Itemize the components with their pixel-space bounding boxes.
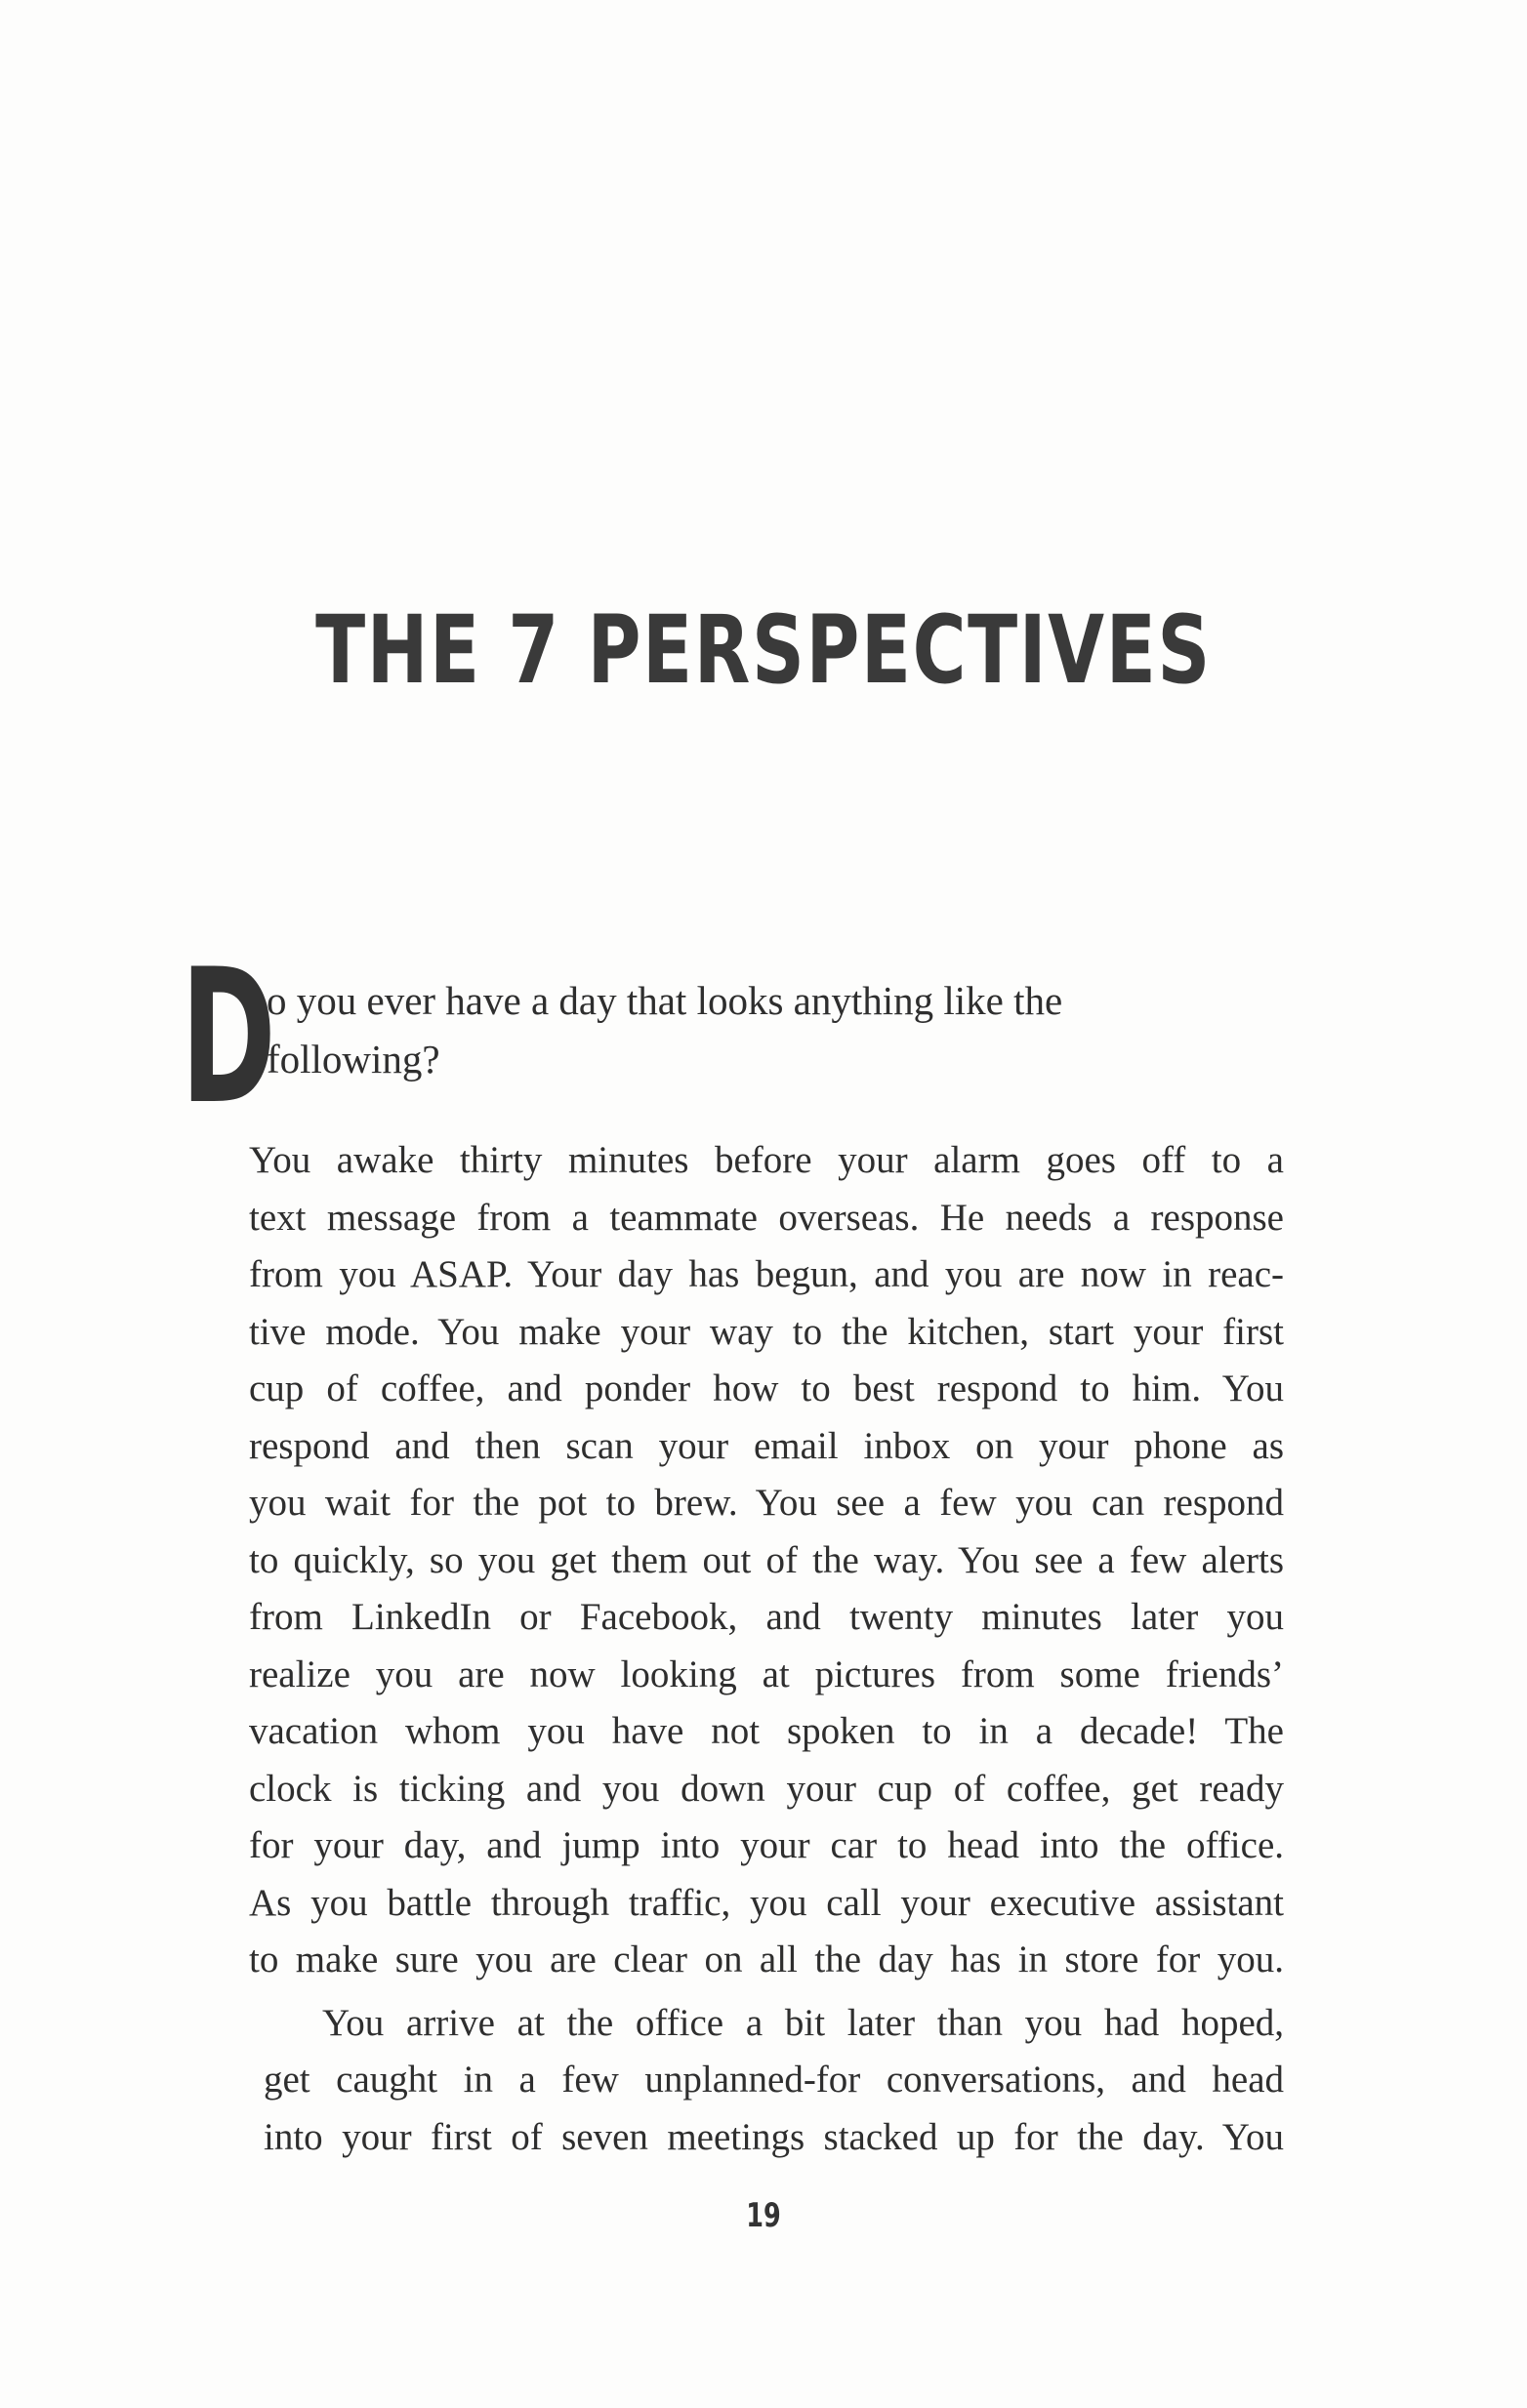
paragraph-line: vacation whom you have not spoken to in a decade! The: [249, 1710, 1284, 1752]
paragraph-line: realize you are now looking at pictures from some friends’: [249, 1653, 1284, 1695]
paragraph-2: [249, 1995, 1284, 2167]
paragraph-line: text message from a teammate overseas. He needs a response: [249, 1196, 1284, 1239]
paragraph-line: to quickly, so you get them out of the way. You see a few alerts: [249, 1538, 1284, 1581]
opening-line-2: following?: [267, 1037, 440, 1082]
paragraph-line: into your first of seven meetings stacked up for the day. You: [264, 2115, 1284, 2158]
paragraph-line: respond and then scan your email inbox on your phone as: [249, 1424, 1284, 1467]
paragraph-line: You arrive at the office a bit later than you had hoped,: [322, 2001, 1284, 2044]
paragraph-line: tive mode. You make your way to the kitchen, start your first: [249, 1310, 1284, 1353]
paragraph-line: cup of coffee, and ponder how to best respond to him. You: [249, 1367, 1284, 1409]
chapter-title: THE 7 PERSPECTIVES: [315, 595, 1212, 705]
opening-lines: [267, 971, 1292, 1088]
paragraph-line: You awake thirty minutes before your alarm goes off to a: [249, 1139, 1284, 1181]
page-number: 19: [746, 2196, 781, 2235]
paragraph-line: As you battle through traffic, you call your executive assistant: [249, 1881, 1284, 1924]
paragraph-line: clock is ticking and you down your cup of coffee, get ready: [249, 1767, 1284, 1810]
paragraph-1: [249, 1132, 1284, 1989]
paragraph-line: from you ASAP. Your day has begun, and you are now in reac-: [249, 1253, 1284, 1295]
paragraph-line: to make sure you are clear on all the day has in store for you.: [249, 1939, 1284, 1980]
opening-line-1: o you ever have a day that looks anything like the: [267, 978, 1063, 1023]
drop-cap: D: [181, 929, 276, 1145]
body-text: [249, 1132, 1284, 2172]
paragraph-line: get caught in a few unplanned-for conversations, and head: [264, 2059, 1284, 2101]
paragraph-line: for your day, and jump into your car to head into the office.: [249, 1824, 1284, 1866]
paragraph-line: from LinkedIn or Facebook, and twenty minutes later you: [249, 1596, 1284, 1638]
paragraph-line: you wait for the pot to brew. You see a few you can respond: [249, 1482, 1284, 1524]
